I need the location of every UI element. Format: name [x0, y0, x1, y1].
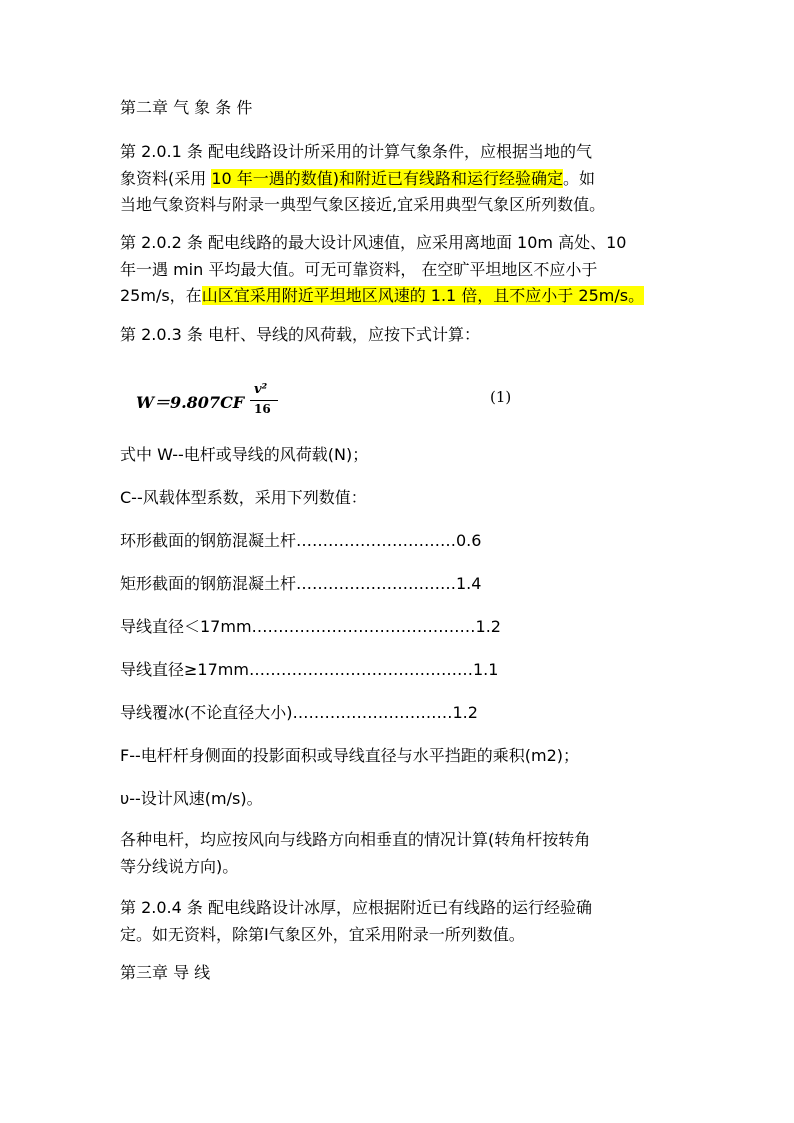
- equation-number: (1): [490, 388, 512, 406]
- clause-2-0-1: [120, 139, 605, 219]
- clause-2-0-1-line2-tail: 。如: [563, 168, 596, 188]
- coefficient-item: 导线直径＜17mm……………………………………1.2: [120, 617, 501, 636]
- clause-2-0-2: [120, 230, 644, 310]
- clause-2-0-4-line1: 第 2.0.4 条 配电线路设计冰厚，应根据附近已有线路的运行经验确: [120, 898, 592, 917]
- chapter-3-title: 第三章 导 线: [120, 963, 211, 982]
- clause-2-0-2-line2: 年一遇 min 平均最大值。可无可靠资料， 在空旷平坦地区不应小于: [120, 259, 598, 279]
- note-paragraph: [120, 827, 590, 880]
- clause-2-0-1-line2: [120, 166, 605, 193]
- clause-2-0-2-highlight: 山区宜采用附近平坦地区风速的 1.1 倍，且不应小于 25m/s。: [201, 286, 645, 305]
- chapter-2-title: 第二章 气 象 条 件: [120, 98, 253, 117]
- formula-lhs: W＝9.807CF: [136, 393, 245, 412]
- where-c: C--风载体型系数，采用下列数值：: [120, 488, 367, 507]
- note-line2: 等分线说方向)。: [120, 856, 239, 876]
- clause-2-0-4: [120, 895, 592, 948]
- coefficient-item: 环形截面的钢筋混凝土杆…………………………0.6: [120, 531, 482, 550]
- fraction-bar: [250, 400, 278, 401]
- where-w: 式中 W--电杆或导线的风荷载(N)；: [120, 445, 369, 464]
- clause-2-0-1-highlight: 10 年一遇的数值)和附近已有线路和运行经验确定: [211, 168, 564, 188]
- coefficient-item: 导线覆冰(不论直径大小)…………………………1.2: [120, 703, 478, 722]
- clause-2-0-2-line3-text: 25m/s，在: [120, 286, 202, 305]
- formula-denominator: 16: [254, 402, 271, 416]
- where-f: F--电杆杆身侧面的投影面积或导线直径与水平挡距的乘积(m2)；: [120, 746, 580, 765]
- clause-2-0-1-line2-text: 象资料(采用: [120, 168, 212, 188]
- clause-2-0-1-line3: 当地气象资料与附录一典型气象区接近,宜采用典型气象区所列数值。: [120, 195, 606, 214]
- clause-2-0-2-line3: [120, 283, 644, 310]
- clause-2-0-2-line1: 第 2.0.2 条 配电线路的最大设计风速值，应采用离地面 10m 高处、10: [120, 233, 627, 252]
- coefficient-item: 矩形截面的钢筋混凝土杆…………………………1.4: [120, 574, 482, 593]
- note-line1: 各种电杆，均应按风向与线路方向相垂直的情况计算(转角杆按转角: [120, 830, 591, 849]
- where-v: υ--设计风速(m/s)。: [120, 789, 263, 808]
- clause-2-0-4-line2: 定。如无资料，除第Ⅰ气象区外，宜采用附录一所列数值。: [120, 924, 525, 944]
- clause-2-0-1-line1: 第 2.0.1 条 配电线路设计所采用的计算气象条件，应根据当地的气: [120, 142, 592, 161]
- coefficient-item: 导线直径≥17mm……………………………………1.1: [120, 660, 499, 679]
- clause-2-0-3: 第 2.0.3 条 电杆、导线的风荷载，应按下式计算：: [120, 325, 480, 344]
- formula-fraction: [250, 382, 278, 422]
- formula-numerator: v²: [254, 382, 268, 397]
- wind-load-formula: [136, 382, 276, 422]
